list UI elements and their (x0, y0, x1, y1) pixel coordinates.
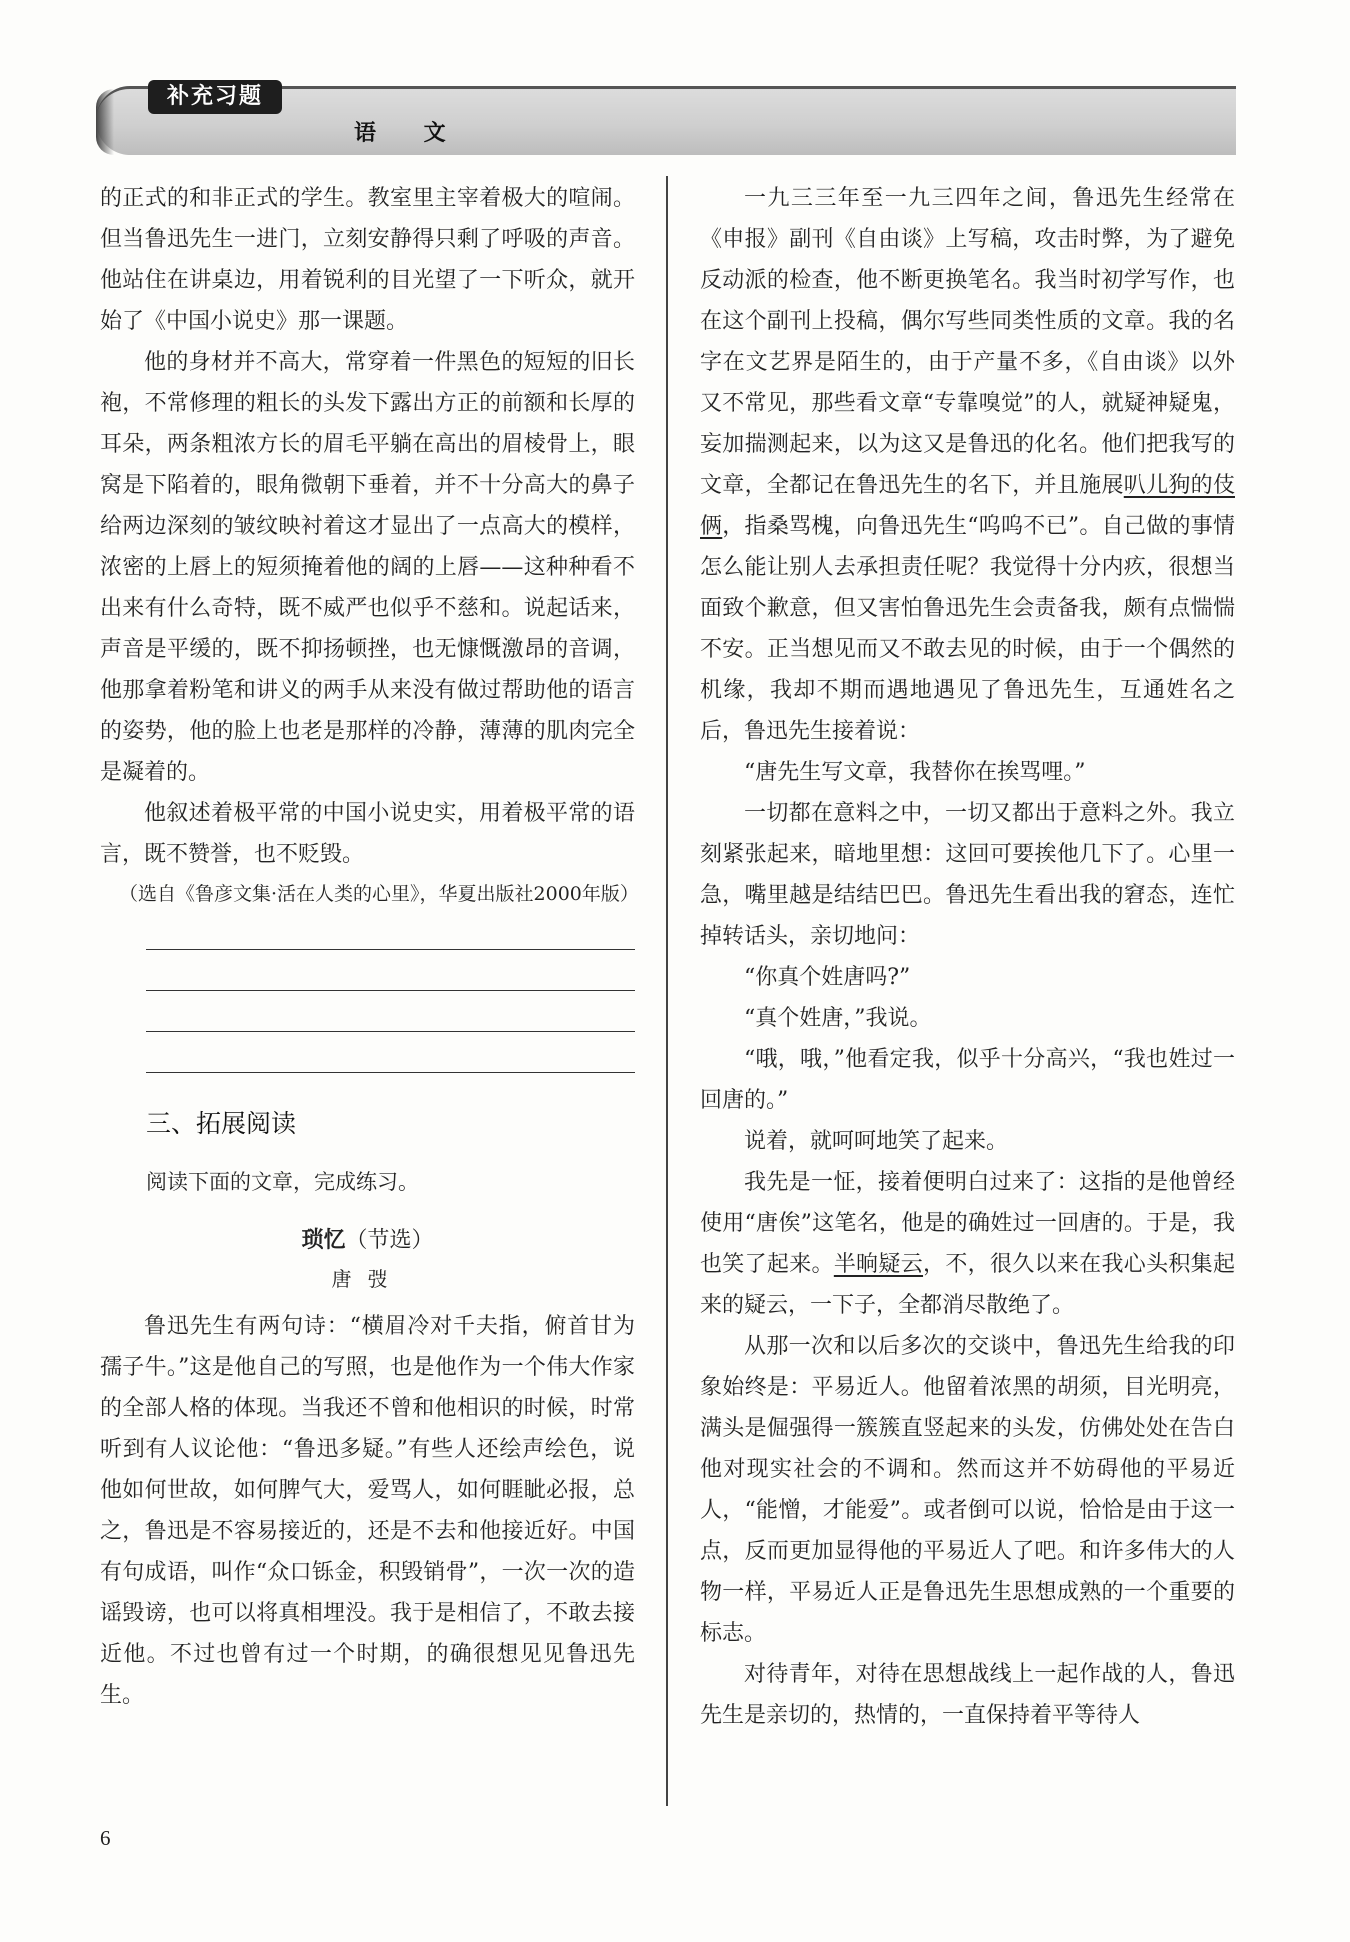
quote-4: “哦，哦，”他看定我，似乎十分高兴，“我也姓过一回唐的。” (700, 1047, 1235, 1113)
essay-title-note: （节选） (345, 1228, 434, 1253)
subject-label: 语 文 (354, 121, 466, 146)
quote-1: “唐先生写文章，我替你在挨骂哩。” (744, 760, 1086, 785)
answer-line-1[interactable] (146, 909, 635, 950)
left-para-3: 他叙述着极平常的中国小说史实，用着极平常的语言，既不赞誉，也不贬毁。 (100, 801, 635, 867)
underlined-phrase-2: 半晌疑云 (833, 1252, 924, 1277)
quote-2: “你真个姓唐吗?” (744, 965, 911, 990)
left-column (100, 178, 639, 1716)
instruction-text: 阅读下面的文章，完成练习。 (146, 1170, 419, 1194)
column-divider (666, 176, 668, 1806)
essay-author: 唐弢 (331, 1267, 404, 1291)
left-para-2: 他的身材并不高大，常穿着一件黑色的短短的旧长袍，不常修理的粗长的头发下露出方正的前额和长厚的耳朵，两条粗浓方长的眉毛平躺在高出的眉棱骨上，眼窝是下陷着的，眼角微朝下垂着，并不十分高大的鼻子给两边深刻的皱纹映衬着这才显出了一点高大的模样，浓密的上唇上的短须掩着他的阔的上唇——这种种看不出来有什么奇特，既不威严也似乎不慈和。说起话来，声音是平缓的，既不抑扬顿挫，也无慷慨激昂的音调，他那拿着粉笔和讲义的两手从来没有做过帮助他的语言的姿势，他的脸上也老是那样的冷静，薄薄的肌肉完全是凝着的。 (100, 350, 635, 785)
header-tab-label: 补充习题 (148, 80, 282, 114)
essay-title (100, 1221, 635, 1260)
right-para-2: 一切都在意料之中，一切又都出于意料之外。我立刻紧张起来，暗地里想：这回可要挨他几下了。心里一急，嘴里越是结结巴巴。鲁迅先生看出我的窘态，连忙掉转话头，亲切地问： (700, 801, 1235, 949)
answer-line-3[interactable] (146, 991, 635, 1032)
left-para-1: 的正式的和非正式的学生。教室里主宰着极大的喧闹。但当鲁迅先生一进门，立刻安静得只剩了呼吸的声音。他站住在讲桌边，用着锐利的目光望了一下听众，就开始了《中国小说史》那一课题。 (100, 186, 635, 334)
right-para-5: 从那一次和以后多次的交谈中，鲁迅先生给我的印象始终是：平易近人。他留着浓黑的胡须，目光明亮，满头是倔强得一簇簇直竖起来的头发，仿佛处处在告白他对现实社会的不调和。然而这并不妨碍他的平易近人，“能憎，才能爱”。或者倒可以说，恰恰是由于这一点，反而更加显得他的平易近人了吧。和许多伟大的人物一样，平易近人正是鲁迅先生思想成熟的一个重要的标志。 (700, 1334, 1235, 1646)
right-para-1 (700, 178, 1235, 752)
quote-3: “真个姓唐，”我说。 (744, 1006, 932, 1031)
page-number: 6 (100, 1826, 111, 1850)
right-para-6: 对待青年，对待在思想战线上一起作战的人，鲁迅先生是亲切的，热情的，一直保持着平等待人 (700, 1662, 1235, 1728)
essay-title-main: 琐忆 (301, 1227, 346, 1253)
section-title: 三、拓展阅读 (146, 1109, 297, 1138)
answer-line-2[interactable] (146, 950, 635, 991)
right-para-4-text-a: 我先是一怔，接着便明白过来了：这指的是他曾经使用“唐俟”这笔名，他是的确姓过一回唐的。于是，我也笑了起来。 (700, 1170, 1235, 1277)
right-para-3: 说着，就呵呵地笑了起来。 (744, 1129, 1009, 1154)
right-para-1-text-b: ，指桑骂槐，向鲁迅先生“呜呜不已”。自己做的事情怎么能让别人去承担责任呢？我觉得十分内疚，很想当面致个歉意，但又害怕鲁迅先生会责备我，颇有点惴惴不安。正当想见而又不敢去见的时候，由于一个偶然的机缘，我却不期而遇地遇见了鲁迅先生，互通姓名之后，鲁迅先生接着说： (700, 514, 1235, 744)
underlined-phrase-1: 叭儿狗的伎俩 (700, 473, 1235, 539)
right-para-4 (700, 1162, 1235, 1326)
right-para-4-text-b: ，不，很久以来在我心头积集起来的疑云，一下子，全都消尽散绝了。 (700, 1252, 1235, 1318)
source-citation: （选自《鲁彦文集·活在人类的心里》，华夏出版社2000年版） (119, 883, 639, 905)
essay-para-1: 鲁迅先生有两句诗：“横眉冷对千夫指，俯首甘为孺子牛。”这是他自己的写照，也是他作为一个伟大作家的全部人格的体现。当我还不曾和他相识的时候，时常听到有人议论他：“鲁迅多疑。”有些人还绘声绘色，说他如何世故，如何脾气大，爱骂人，如何睚眦必报，总之，鲁迅是不容易接近的，还是不去和他接近好。中国有句成语，叫作“众口铄金，积毁销骨”，一次一次的造谣毁谤，也可以将真相埋没。我于是相信了，不敢去接近他。不过也曾有过一个时期，的确很想见见鲁迅先生。 (100, 1314, 635, 1708)
right-para-1-text-a: 一九三三年至一九三四年之间，鲁迅先生经常在《申报》副刊《自由谈》上写稿，攻击时弊，为了避免反动派的检查，他不断更换笔名。我当时初学写作，也在这个副刊上投稿，偶尔写些同类性质的文章。我的名字在文艺界是陌生的，由于产量不多，《自由谈》以外又不常见，那些看文章“专靠嗅觉”的人，就疑神疑鬼，妄加揣测起来，以为这又是鲁迅的化名。他们把我写的文章，全都记在鲁迅先生的名下，并且施展 (700, 186, 1235, 498)
answer-line-4[interactable] (146, 1032, 635, 1073)
right-column (700, 178, 1235, 1736)
